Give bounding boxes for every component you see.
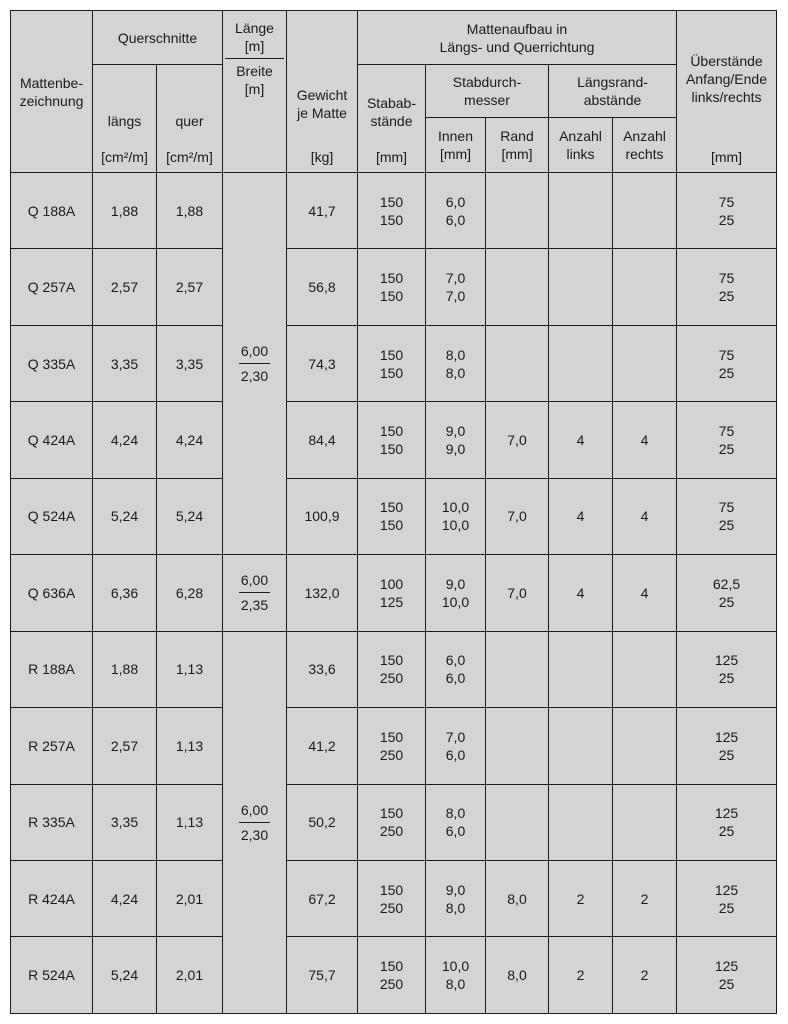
gewicht-cell: 33,6 <box>287 631 358 707</box>
header-stabdurchmesser: Stabdurch- messer <box>426 65 549 118</box>
querschnitt-laengs-cell: 6,36 <box>93 555 157 631</box>
querschnitt-quer-cell: 2,57 <box>157 249 223 325</box>
mattenbezeichnung-cell: R 424A <box>11 860 93 936</box>
querschnitt-laengs-cell: 1,88 <box>93 631 157 707</box>
durchmesser-rand-cell <box>486 173 549 249</box>
durchmesser-rand-cell <box>486 249 549 325</box>
querschnitt-quer-cell: 1,13 <box>157 631 223 707</box>
anzahl-links-cell <box>549 325 613 401</box>
durchmesser-innen-cell: 7,0 7,0 <box>426 249 486 325</box>
table-row <box>11 249 777 325</box>
querschnitt-quer-cell: 6,28 <box>157 555 223 631</box>
anzahl-rechts-cell <box>613 173 677 249</box>
header-laenge-breite: Länge [m] Breite [m] <box>223 11 287 173</box>
stababstaende-cell: 150 150 <box>358 325 426 401</box>
querschnitt-laengs-cell: 4,24 <box>93 860 157 936</box>
ueberstaende-cell: 75 25 <box>677 478 777 554</box>
anzahl-rechts-cell <box>613 325 677 401</box>
ueberstaende-cell: 125 25 <box>677 860 777 936</box>
ueberstaende-cell: 125 25 <box>677 708 777 784</box>
header-gewicht: Gewicht je Matte [kg] <box>287 11 358 173</box>
durchmesser-rand-cell: 7,0 <box>486 555 549 631</box>
anzahl-links-cell: 2 <box>549 937 613 1013</box>
stababstaende-cell: 150 150 <box>358 402 426 478</box>
gewicht-cell: 56,8 <box>287 249 358 325</box>
gewicht-cell: 132,0 <box>287 555 358 631</box>
ueberstaende-cell: 75 25 <box>677 402 777 478</box>
querschnitt-quer-cell: 1,13 <box>157 784 223 860</box>
anzahl-rechts-cell <box>613 784 677 860</box>
durchmesser-rand-cell: 7,0 <box>486 478 549 554</box>
table-row <box>11 402 777 478</box>
querschnitt-laengs-cell: 3,35 <box>93 784 157 860</box>
querschnitt-laengs-cell: 2,57 <box>93 708 157 784</box>
laenge-breite-fraction: $\frac{6,00}{2,30}$ <box>240 343 269 385</box>
anzahl-rechts-cell <box>613 249 677 325</box>
durchmesser-rand-cell: 8,0 <box>486 860 549 936</box>
mattenbezeichnung-cell: Q 335A <box>11 325 93 401</box>
laenge-breite-cell <box>223 555 287 631</box>
ueberstaende-cell: 62,5 25 <box>677 555 777 631</box>
table-row <box>11 860 777 936</box>
stababstaende-cell: 150 150 <box>358 249 426 325</box>
header-anzahl-rechts: Anzahl rechts <box>613 118 677 173</box>
querschnitt-laengs-cell: 5,24 <box>93 478 157 554</box>
mattenbezeichnung-cell: Q 424A <box>11 402 93 478</box>
mattentabelle <box>10 10 777 1014</box>
table-row <box>11 937 777 1013</box>
mattenbezeichnung-cell: Q 524A <box>11 478 93 554</box>
durchmesser-rand-cell <box>486 631 549 707</box>
table-body <box>11 173 777 1014</box>
anzahl-rechts-cell: 4 <box>613 478 677 554</box>
durchmesser-rand-cell <box>486 708 549 784</box>
laenge-breite-fraction: $\frac{6,00}{2,30}$ <box>240 801 269 843</box>
anzahl-links-cell: 4 <box>549 478 613 554</box>
header-innen: Innen [mm] <box>426 118 486 173</box>
anzahl-links-cell: 2 <box>549 860 613 936</box>
mattenbezeichnung-cell: R 524A <box>11 937 93 1013</box>
table-row <box>11 708 777 784</box>
header-mattenbezeichnung: Mattenbe- zeichnung <box>11 11 93 173</box>
ueberstaende-cell: 75 25 <box>677 173 777 249</box>
querschnitt-quer-cell: 2,01 <box>157 860 223 936</box>
anzahl-rechts-cell: 2 <box>613 860 677 936</box>
ueberstaende-cell: 75 25 <box>677 325 777 401</box>
durchmesser-rand-cell <box>486 784 549 860</box>
anzahl-rechts-cell <box>613 631 677 707</box>
table-container <box>10 10 776 1013</box>
gewicht-cell: 67,2 <box>287 860 358 936</box>
mattenbezeichnung-cell: Q 636A <box>11 555 93 631</box>
stababstaende-cell: 150 250 <box>358 631 426 707</box>
gewicht-cell: 41,7 <box>287 173 358 249</box>
durchmesser-innen-cell: 6,0 6,0 <box>426 173 486 249</box>
gewicht-cell: 100,9 <box>287 478 358 554</box>
anzahl-rechts-cell: 4 <box>613 555 677 631</box>
ueberstaende-cell: 125 25 <box>677 784 777 860</box>
querschnitt-laengs-cell: 3,35 <box>93 325 157 401</box>
ueberstaende-cell: 125 25 <box>677 937 777 1013</box>
stababstaende-cell: 150 250 <box>358 937 426 1013</box>
laenge-breite-cell <box>223 173 287 555</box>
stababstaende-cell: 150 150 <box>358 173 426 249</box>
durchmesser-innen-cell: 9,0 10,0 <box>426 555 486 631</box>
header-querschnitte: Querschnitte <box>93 11 223 65</box>
anzahl-links-cell <box>549 784 613 860</box>
stababstaende-cell: 150 250 <box>358 784 426 860</box>
durchmesser-innen-cell: 7,0 6,0 <box>426 708 486 784</box>
table-row <box>11 555 777 631</box>
durchmesser-innen-cell: 8,0 8,0 <box>426 325 486 401</box>
header-laengs: längs [cm²/m] <box>93 65 157 173</box>
anzahl-links-cell <box>549 631 613 707</box>
querschnitt-laengs-cell: 4,24 <box>93 402 157 478</box>
durchmesser-innen-cell: 9,0 8,0 <box>426 860 486 936</box>
table-row <box>11 784 777 860</box>
querschnitt-laengs-cell: 1,88 <box>93 173 157 249</box>
stababstaende-cell: 150 250 <box>358 708 426 784</box>
querschnitt-quer-cell: 2,01 <box>157 937 223 1013</box>
header-anzahl-links: Anzahl links <box>549 118 613 173</box>
laenge-breite-cell <box>223 631 287 1013</box>
laenge-breite-fraction: $\frac{6,00}{2,35}$ <box>240 572 269 614</box>
table-row <box>11 173 777 249</box>
durchmesser-innen-cell: 10,0 10,0 <box>426 478 486 554</box>
querschnitt-quer-cell: 5,24 <box>157 478 223 554</box>
durchmesser-innen-cell: 8,0 6,0 <box>426 784 486 860</box>
stababstaende-cell: 150 250 <box>358 860 426 936</box>
anzahl-rechts-cell: 4 <box>613 402 677 478</box>
ueberstaende-cell: 75 25 <box>677 249 777 325</box>
durchmesser-rand-cell: 7,0 <box>486 402 549 478</box>
anzahl-rechts-cell <box>613 708 677 784</box>
header-ueberstaende: Überstände Anfang/Ende links/rechts [mm] <box>677 11 777 173</box>
mattenbezeichnung-cell: Q 188A <box>11 173 93 249</box>
querschnitt-laengs-cell: 2,57 <box>93 249 157 325</box>
anzahl-links-cell <box>549 249 613 325</box>
gewicht-cell: 41,2 <box>287 708 358 784</box>
gewicht-cell: 74,3 <box>287 325 358 401</box>
durchmesser-innen-cell: 9,0 9,0 <box>426 402 486 478</box>
stababstaende-cell: 150 150 <box>358 478 426 554</box>
table-row <box>11 478 777 554</box>
anzahl-links-cell: 4 <box>549 402 613 478</box>
gewicht-cell: 50,2 <box>287 784 358 860</box>
querschnitt-quer-cell: 1,88 <box>157 173 223 249</box>
header-mattenaufbau: Mattenaufbau in Längs- und Querrichtung <box>358 11 677 65</box>
durchmesser-rand-cell <box>486 325 549 401</box>
mattenbezeichnung-cell: R 188A <box>11 631 93 707</box>
querschnitt-quer-cell: 3,35 <box>157 325 223 401</box>
gewicht-cell: 84,4 <box>287 402 358 478</box>
stababstaende-cell: 100 125 <box>358 555 426 631</box>
anzahl-rechts-cell: 2 <box>613 937 677 1013</box>
querschnitt-quer-cell: 4,24 <box>157 402 223 478</box>
durchmesser-innen-cell: 6,0 6,0 <box>426 631 486 707</box>
table-row <box>11 325 777 401</box>
mattenbezeichnung-cell: R 257A <box>11 708 93 784</box>
mattenbezeichnung-cell: R 335A <box>11 784 93 860</box>
durchmesser-innen-cell: 10,0 8,0 <box>426 937 486 1013</box>
durchmesser-rand-cell: 8,0 <box>486 937 549 1013</box>
header-stababstaende: Stabab- stände [mm] <box>358 65 426 173</box>
header-quer: quer [cm²/m] <box>157 65 223 173</box>
header-rand: Rand [mm] <box>486 118 549 173</box>
gewicht-cell: 75,7 <box>287 937 358 1013</box>
anzahl-links-cell: 4 <box>549 555 613 631</box>
mattenbezeichnung-cell: Q 257A <box>11 249 93 325</box>
ueberstaende-cell: 125 25 <box>677 631 777 707</box>
querschnitt-quer-cell: 1,13 <box>157 708 223 784</box>
table-row <box>11 631 777 707</box>
header-laengsrandabstaende: Längsrand- abstände <box>549 65 677 118</box>
anzahl-links-cell <box>549 708 613 784</box>
anzahl-links-cell <box>549 173 613 249</box>
querschnitt-laengs-cell: 5,24 <box>93 937 157 1013</box>
